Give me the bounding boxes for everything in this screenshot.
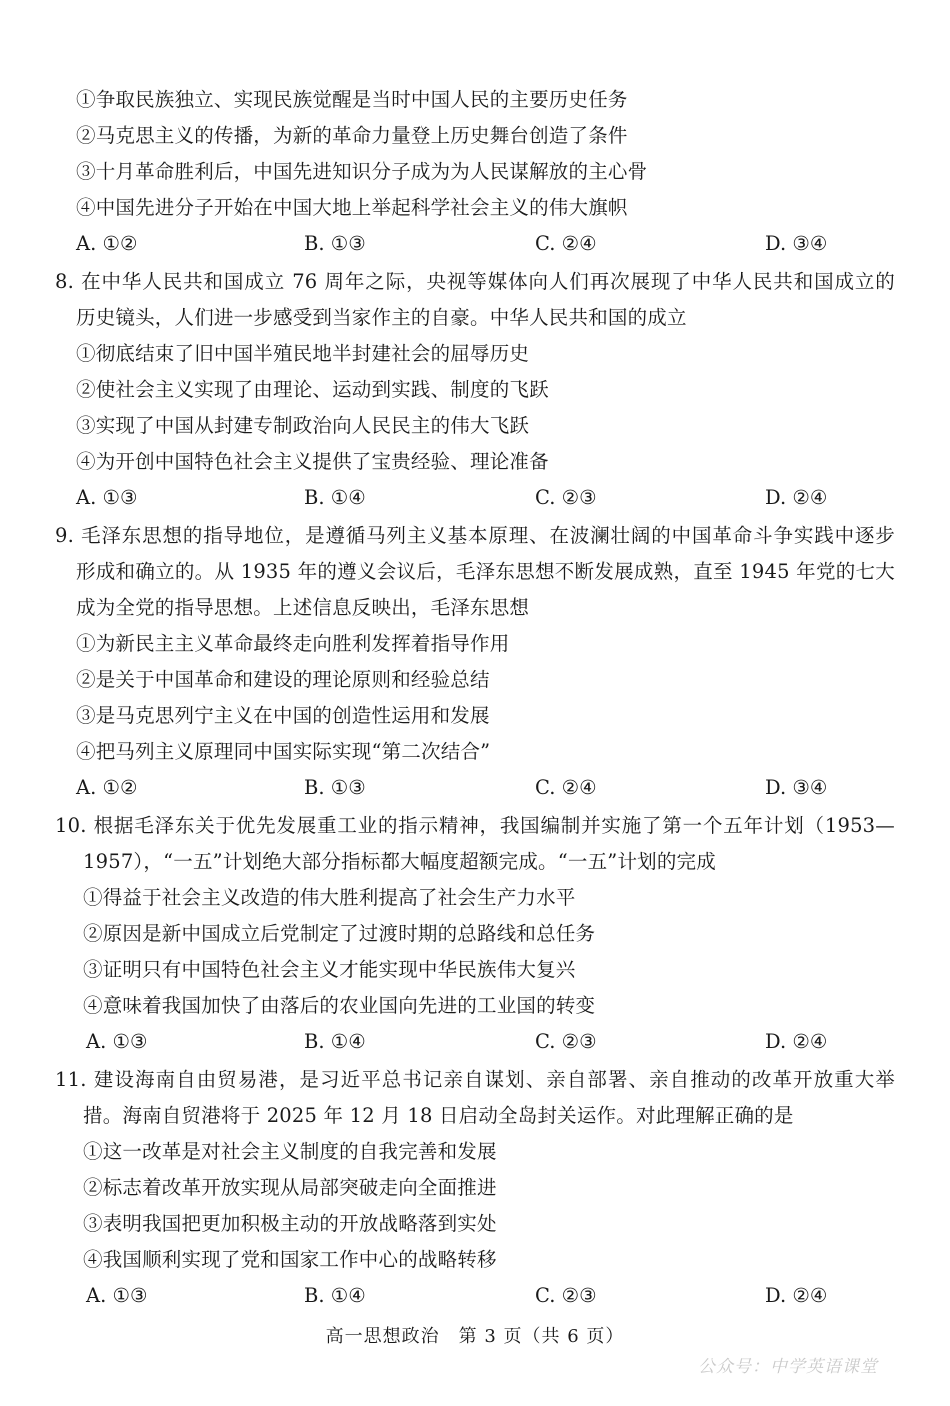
option-b: B. ①③ <box>304 776 366 799</box>
option-d: D. ②④ <box>765 1030 828 1053</box>
statement-1: ①这一改革是对社会主义制度的自我完善和发展 <box>83 1140 497 1163</box>
statement-3: ③是马克思列宁主义在中国的创造性运用和发展 <box>76 704 490 727</box>
question-stem-line-1: 11. 建设海南自由贸易港，是习近平总书记亲自谋划、亲自部署、亲自推动的改革开放重大举 <box>55 1068 895 1091</box>
option-d: D. ③④ <box>765 232 828 255</box>
statement-4: ④为开创中国特色社会主义提供了宝贵经验、理论准备 <box>76 450 549 473</box>
option-d: D. ②④ <box>765 486 828 509</box>
question-stem-line-1: 10. 根据毛泽东关于优先发展重工业的指示精神，我国编制并实施了第一个五年计划（1953— <box>55 814 895 837</box>
statement-2: ②使社会主义实现了由理论、运动到实践、制度的飞跃 <box>76 378 549 401</box>
question-stem-line-2: 历史镜头，人们进一步感受到当家作主的自豪。中华人民共和国的成立 <box>76 306 687 329</box>
statement-4: ④把马列主义原理同中国实际实现“第二次结合” <box>76 740 491 763</box>
question-stem-line-2: 1957），“一五”计划绝大部分指标都大幅度超额完成。“一五”计划的完成 <box>83 850 716 873</box>
question-stem-line-2: 措。海南自贸港将于 2025 年 12 月 18 日启动全岛封关运作。对此理解正确的是 <box>83 1104 794 1127</box>
statement-3: ③证明只有中国特色社会主义才能实现中华民族伟大复兴 <box>83 958 576 981</box>
option-b: B. ①④ <box>304 1030 366 1053</box>
question-stem-line-1: 8. 在中华人民共和国成立 76 周年之际，央视等媒体向人们再次展现了中华人民共和国成立的 <box>55 270 895 293</box>
statement-1: ①争取民族独立、实现民族觉醒是当时中国人民的主要历史任务 <box>76 88 628 111</box>
option-d: D. ③④ <box>765 776 828 799</box>
option-a: A. ①③ <box>86 1030 148 1053</box>
option-b: B. ①④ <box>304 486 366 509</box>
watermark: 公众号：中学英语课堂 <box>698 1357 878 1377</box>
option-a: A. ①② <box>76 776 138 799</box>
statement-2: ②马克思主义的传播，为新的革命力量登上历史舞台创造了条件 <box>76 124 628 147</box>
statement-4: ④我国顺利实现了党和国家工作中心的战略转移 <box>83 1248 497 1271</box>
question-stem-line-2: 形成和确立的。从 1935 年的遵义会议后，毛泽东思想不断发展成熟，直至 1945 年党的七大 <box>76 560 895 583</box>
option-c: C. ②③ <box>535 1030 597 1053</box>
page-footer: 高一思想政治 第 3 页（共 6 页） <box>325 1326 625 1347</box>
statement-3: ③实现了中国从封建专制政治向人民民主的伟大飞跃 <box>76 414 530 437</box>
statement-1: ①彻底结束了旧中国半殖民地半封建社会的屈辱历史 <box>76 342 530 365</box>
option-a: A. ①② <box>76 232 138 255</box>
option-c: C. ②③ <box>535 1284 597 1307</box>
option-a: A. ①③ <box>86 1284 148 1307</box>
option-d: D. ②④ <box>765 1284 828 1307</box>
option-a: A. ①③ <box>76 486 138 509</box>
statement-2: ②原因是新中国成立后党制定了过渡时期的总路线和总任务 <box>83 922 596 945</box>
option-b: B. ①④ <box>304 1284 366 1307</box>
option-c: C. ②④ <box>535 776 597 799</box>
statement-2: ②标志着改革开放实现从局部突破走向全面推进 <box>83 1176 497 1199</box>
option-c: C. ②③ <box>535 486 597 509</box>
option-b: B. ①③ <box>304 232 366 255</box>
question-stem-line-3: 成为全党的指导思想。上述信息反映出，毛泽东思想 <box>76 596 530 619</box>
statement-4: ④意味着我国加快了由落后的农业国向先进的工业国的转变 <box>83 994 596 1017</box>
statement-1: ①为新民主主义革命最终走向胜利发挥着指导作用 <box>76 632 510 655</box>
question-stem-line-1: 9. 毛泽东思想的指导地位，是遵循马列主义基本原理、在波澜壮阔的中国革命斗争实践中逐步 <box>55 524 895 547</box>
statement-3: ③表明我国把更加积极主动的开放战略落到实处 <box>83 1212 497 1235</box>
statement-2: ②是关于中国革命和建设的理论原则和经验总结 <box>76 668 490 691</box>
statement-3: ③十月革命胜利后，中国先进知识分子成为为人民谋解放的主心骨 <box>76 160 648 183</box>
option-c: C. ②④ <box>535 232 597 255</box>
statement-4: ④中国先进分子开始在中国大地上举起科学社会主义的伟大旗帜 <box>76 196 628 219</box>
statement-1: ①得益于社会主义改造的伟大胜利提高了社会生产力水平 <box>83 886 576 909</box>
